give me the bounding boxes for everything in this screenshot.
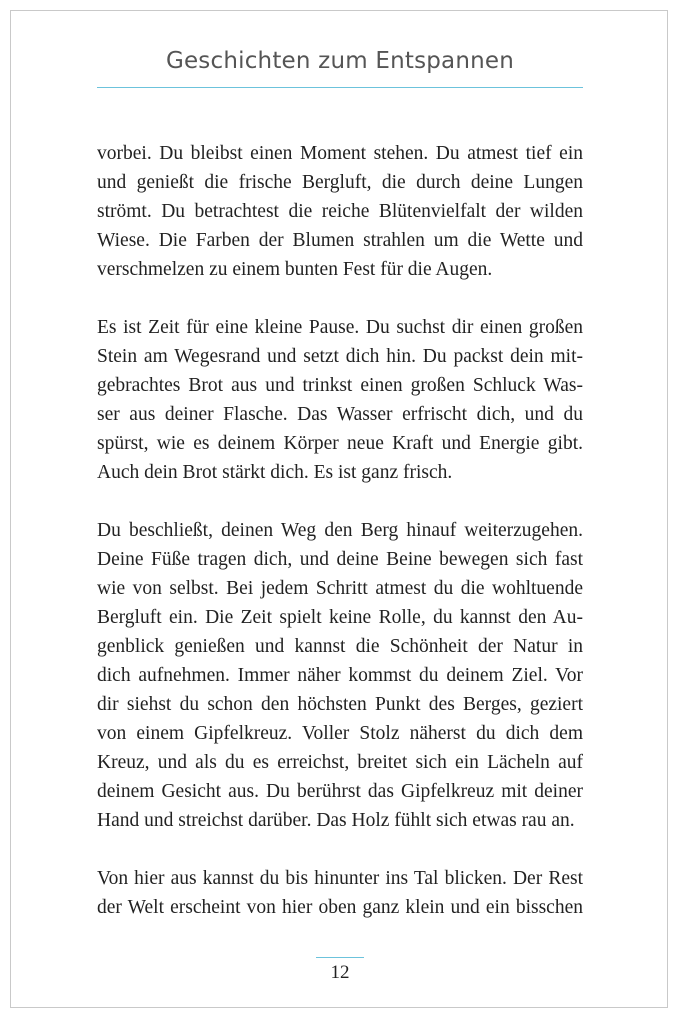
text-line: gebrachtes Brot aus und trinkst einen großen Schluck Was-	[97, 375, 583, 396]
running-header: Geschichten zum Entspannen	[165, 48, 515, 74]
text-line: von einem Gipfelkreuz. Voller Stolz näherst du dich dem	[97, 723, 583, 744]
text-line: genblick genießen und kannst die Schönheit der Natur in	[97, 636, 583, 657]
paragraph-1	[97, 139, 583, 284]
text-line: Stein am Wegesrand und setzt dich hin. Du packst dein mit-	[97, 346, 583, 367]
text-line: wie von selbst. Bei jedem Schritt atmest du die wohltuende	[97, 578, 583, 599]
text-line: Es ist Zeit für eine kleine Pause. Du suchst dir einen großen	[97, 317, 583, 338]
header-rule	[97, 87, 583, 88]
text-line: Wiese. Die Farben der Blumen strahlen um die Wette und	[97, 230, 583, 251]
text-line: Du beschließt, deinen Weg den Berg hinauf weiterzugehen.	[97, 520, 583, 541]
page-number: 12	[330, 962, 350, 983]
paragraph-2	[97, 313, 583, 487]
text-line: Auch dein Brot stärkt dich. Es ist ganz frisch.	[97, 462, 453, 483]
footer-rule	[316, 957, 364, 958]
body-text	[97, 139, 583, 951]
text-line: der Welt erscheint von hier oben ganz klein und ein bisschen	[97, 897, 583, 918]
text-line: strömt. Du betrachtest die reiche Blütenvielfalt der wilden	[97, 201, 583, 222]
paragraph-3	[97, 516, 583, 835]
text-line: Bergluft ein. Die Zeit spielt keine Rolle, du kannst den Au-	[97, 607, 583, 628]
text-line: spürst, wie es deinem Körper neue Kraft und Energie gibt.	[97, 433, 583, 454]
text-line: und genießt die frische Bergluft, die durch deine Lungen	[97, 172, 583, 193]
text-line: vorbei. Du bleibst einen Moment stehen. Du atmest tief ein	[97, 143, 583, 164]
text-line: deinem Gesicht aus. Du berührst das Gipfelkreuz mit deiner	[97, 781, 583, 802]
text-line: verschmelzen zu einem bunten Fest für die Augen.	[97, 259, 493, 280]
text-line: Kreuz, und als du es erreichst, breitet sich ein Lächeln auf	[97, 752, 583, 773]
text-line: dich aufnehmen. Immer näher kommst du deinem Ziel. Vor	[97, 665, 583, 686]
text-line: ser aus deiner Flasche. Das Wasser erfrischt dich, und du	[97, 404, 583, 425]
paragraph-4	[97, 864, 583, 922]
text-line: dir siehst du schon den höchsten Punkt des Berges, geziert	[97, 694, 583, 715]
text-line: Deine Füße tragen dich, und deine Beine bewegen sich fast	[97, 549, 583, 570]
text-line: Hand und streichst darüber. Das Holz fühlt sich etwas rau an.	[97, 810, 575, 831]
text-line: Von hier aus kannst du bis hinunter ins Tal blicken. Der Rest	[97, 868, 583, 889]
